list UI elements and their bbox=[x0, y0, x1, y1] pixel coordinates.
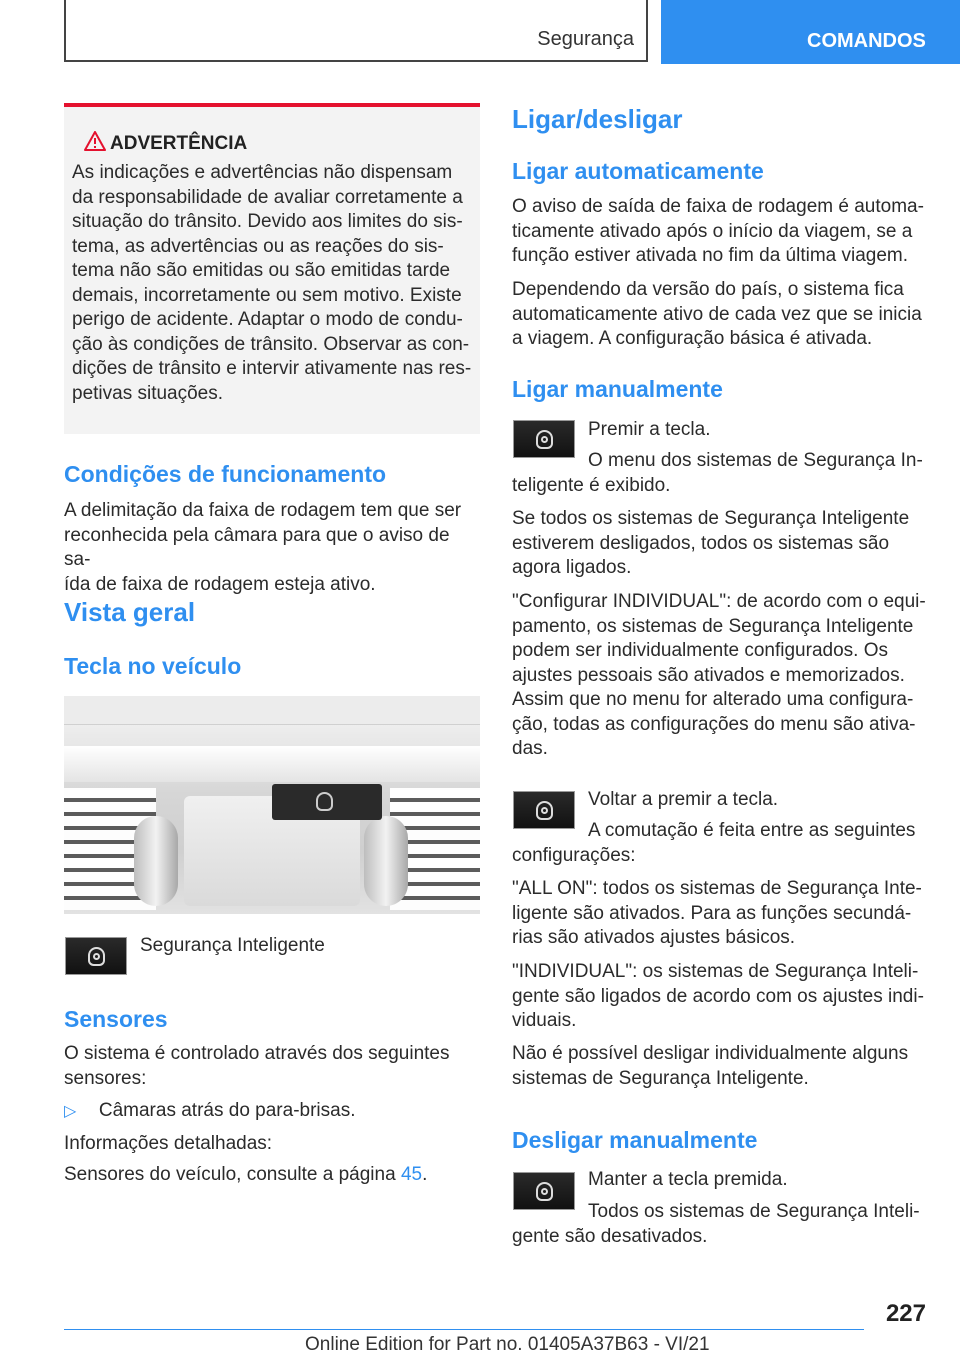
auto-on-text-2: Dependendo da versão do país, o sistema fica automaticamente ativo de cada vez que se inicia a viagem. A configuração básica é ativada. bbox=[512, 279, 922, 349]
edition-text: Online Edition for Part no. 01405A37B63 - VI/21 bbox=[305, 1334, 710, 1355]
footer-divider bbox=[64, 1329, 864, 1330]
section-title: Segurança bbox=[537, 28, 634, 50]
warning-heading: ADVERTÊNCIA bbox=[72, 133, 472, 157]
page-number: 227 bbox=[885, 1300, 926, 1327]
auto-on-text-1: O aviso de saída de faixa de rodagem é automa- ticamente ativado após o início da viagem, se a função estiver ativada no fim da última viagem. bbox=[512, 196, 924, 266]
step-off-line2: gente são desativados. bbox=[512, 1226, 708, 1247]
header-chapter-tab bbox=[661, 0, 960, 64]
step-off-line1: Todos os sistemas de Segurança Inteli- bbox=[588, 1201, 920, 1222]
intelligent-safety-key-icon bbox=[513, 420, 575, 458]
sensors-heading: Sensores bbox=[64, 1006, 168, 1032]
intelligent-safety-key-icon bbox=[513, 1172, 575, 1210]
auto-on-heading: Ligar automaticamente bbox=[512, 158, 764, 184]
warning-triangle-icon bbox=[84, 131, 106, 151]
step-menu-line1: O menu dos sistemas de Segurança In- bbox=[588, 450, 923, 471]
cannot-disable-text: Não é possível desligar individualmente alguns sistemas de Segurança Inteligente. bbox=[512, 1043, 909, 1089]
details-label: Informações detalhadas: bbox=[64, 1133, 273, 1154]
all-on-text: "ALL ON": todos os sistemas de Segurança Inte- ligente são ativados. Para as funções secundá- rias são ativados ajustes básicos. bbox=[512, 878, 922, 948]
header-section-tab bbox=[64, 0, 648, 62]
manual-off-heading: Desligar manualmente bbox=[512, 1127, 758, 1153]
intelligent-safety-physical-button bbox=[272, 784, 382, 820]
intelligent-safety-key-icon bbox=[513, 791, 575, 829]
chapter-title: COMANDOS bbox=[807, 30, 926, 52]
page-reference: Sensores do veículo, consulte a página 45. bbox=[64, 1164, 428, 1185]
conditions-text: A delimitação da faixa de rodagem tem que ser reconhecida pela câmara para que o aviso de sa- ída de faixa de rodagem esteja ativo. bbox=[64, 500, 462, 595]
intelligent-safety-key-icon bbox=[65, 937, 127, 975]
triangle-bullet-icon: ▷ bbox=[64, 1103, 77, 1120]
step-toggle-line2: configurações: bbox=[512, 845, 636, 866]
manual-on-text-3: "Configurar INDIVIDUAL": de acordo com o equi- pamento, os sistemas de Segurança Inteligente podem ser individualmente configurados. Os ajustes pessoais são ativados e memorizados. Assim que no menu for alterado uma configura- ção, todas as configurações do menu são ativa- das. bbox=[512, 591, 926, 759]
sensor-list-item: ▷ Câmaras atrás do para-brisas. bbox=[64, 1100, 356, 1121]
page-link[interactable]: 45 bbox=[400, 1164, 423, 1185]
key-caption: Segurança Inteligente bbox=[140, 935, 325, 956]
conditions-heading: Condições de funcionamento bbox=[64, 461, 387, 487]
warning-text: As indicações e advertências não dispensam da responsabilidade de avaliar corretamente a situação do trânsito. Devido aos limites do sis- tema, as advertências ou as reações do sis- tema não são emitidas ou são emitidas tarde demais, incorretamente ou sem motivo. Existe perigo de acidente. Adaptar o modo de condu- ção às condições de trânsito. Observar as con- dições de trânsito e intervir ativamente nas res- petivas situações. bbox=[72, 162, 472, 404]
step-press-again: Voltar a premir a tecla. bbox=[588, 789, 779, 810]
individual-text: "INDIVIDUAL": os sistemas de Segurança Inteli- gente são ligados de acordo com os ajustes indi- viduais. bbox=[512, 961, 924, 1031]
manual-on-text-2: Se todos os sistemas de Segurança Inteligente estiverem desligados, todos os sistemas são agora ligados. bbox=[512, 508, 910, 578]
sensors-text: O sistema é controlado através dos seguintes sensores: bbox=[64, 1043, 450, 1089]
warning-box bbox=[64, 103, 480, 434]
step-toggle-line1: A comutação é feita entre as seguintes bbox=[588, 820, 916, 841]
button-heading: Tecla no veículo bbox=[64, 653, 242, 679]
overview-heading: Vista geral bbox=[64, 597, 196, 627]
step-press-key: Premir a tecla. bbox=[588, 419, 711, 440]
step-hold-key: Manter a tecla premida. bbox=[588, 1169, 788, 1190]
manual-on-heading: Ligar manualmente bbox=[512, 376, 723, 402]
onoff-heading: Ligar/desligar bbox=[512, 104, 683, 134]
dashboard-button-photo bbox=[64, 696, 480, 914]
step-menu-line2: teligente é exibido. bbox=[512, 475, 671, 496]
